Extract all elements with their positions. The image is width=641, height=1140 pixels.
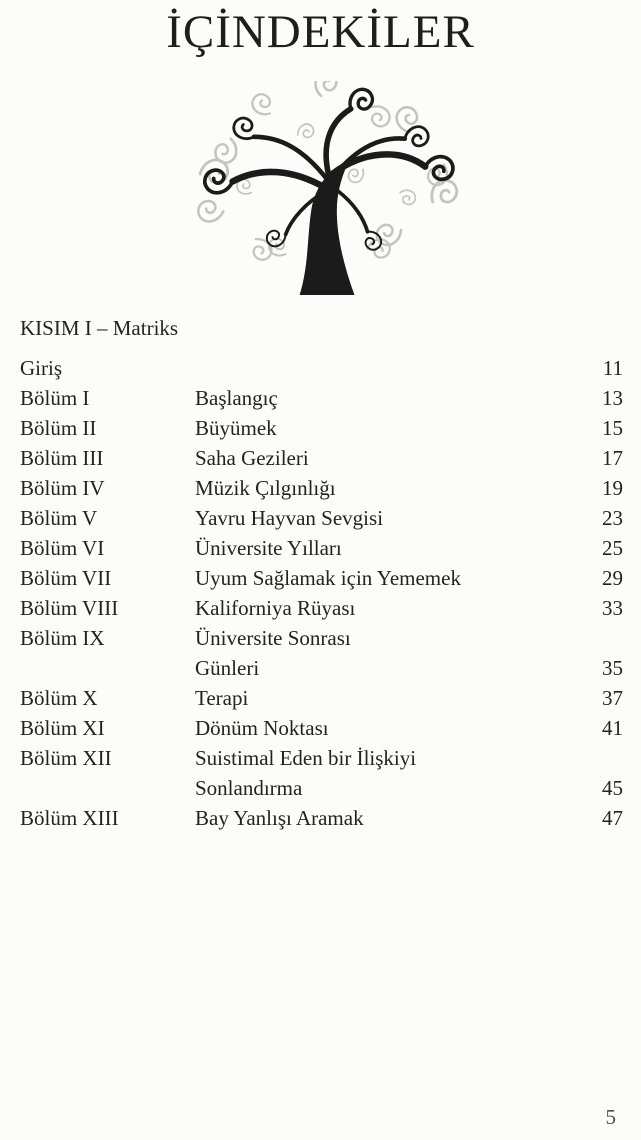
toc-title: Suistimal Eden bir İlişkiyi: [195, 746, 417, 771]
toc-chapter: Bölüm XI: [20, 716, 105, 741]
toc-section-header: KISIM I – Matriks: [20, 316, 179, 341]
toc-page-number: 11: [602, 356, 623, 381]
toc-title: Bay Yanlışı Aramak: [195, 806, 364, 831]
toc-title: Terapi: [195, 686, 249, 711]
toc-title: Dönüm Noktası: [195, 716, 329, 741]
tree-illustration: [171, 81, 471, 295]
toc-chapter: Bölüm IX: [20, 626, 105, 651]
toc-page-number: 23: [602, 506, 623, 531]
toc-title: Başlangıç: [195, 386, 278, 411]
toc-title: Müzik Çılgınlığı: [195, 476, 336, 501]
toc-row: [20, 803, 623, 833]
toc-row: [20, 773, 623, 803]
toc-chapter: Bölüm XII: [20, 746, 112, 771]
toc-row: [20, 383, 623, 413]
toc-page-number: 17: [602, 446, 623, 471]
toc-chapter: Bölüm VIII: [20, 596, 119, 621]
toc-title: Büyümek: [195, 416, 277, 441]
toc-page-number: 41: [602, 716, 623, 741]
toc-row: [20, 713, 623, 743]
toc-page-number: 33: [602, 596, 623, 621]
toc-title: Yavru Hayvan Sevgisi: [195, 506, 384, 531]
toc-row: [20, 443, 623, 473]
toc-chapter: Bölüm VI: [20, 536, 105, 561]
toc-chapter: Bölüm IV: [20, 476, 105, 501]
toc-title: Uyum Sağlamak için Yememek: [195, 566, 461, 591]
toc-row: [20, 593, 623, 623]
toc-page-number: 19: [602, 476, 623, 501]
toc-title: Sonlandırma: [195, 776, 303, 801]
toc-chapter: [20, 773, 195, 803]
toc-row: [20, 533, 623, 563]
toc-chapter: Bölüm X: [20, 686, 98, 711]
toc-chapter: Bölüm III: [20, 446, 104, 471]
toc-page-number: 25: [602, 536, 623, 561]
toc-row: [20, 563, 623, 593]
toc-chapter: Bölüm VII: [20, 566, 112, 591]
toc-page-number: 37: [602, 686, 623, 711]
table-of-contents: [0, 313, 641, 833]
folio-page-number: 5: [605, 1105, 616, 1129]
toc-title: Üniversite Sonrası: [195, 626, 351, 651]
toc-chapter: Bölüm II: [20, 416, 97, 441]
toc-chapter: [20, 653, 195, 683]
toc-row: [20, 413, 623, 443]
toc-title: Günleri: [195, 656, 260, 681]
toc-row: [20, 473, 623, 503]
page-title: İÇİNDEKİLER: [166, 6, 475, 58]
toc-page-number: 13: [602, 386, 623, 411]
toc-page-number: [571, 743, 623, 773]
toc-page-number: 45: [602, 776, 623, 801]
toc-row: [20, 653, 623, 683]
toc-row: [20, 683, 623, 713]
toc-page-number: 47: [602, 806, 623, 831]
toc-chapter: Bölüm XIII: [20, 806, 119, 831]
toc-title: Üniversite Yılları: [195, 536, 342, 561]
toc-page-number: [571, 623, 623, 653]
toc-row: [20, 743, 623, 773]
toc-chapter: Giriş: [20, 356, 62, 381]
toc-page-number: 15: [602, 416, 623, 441]
toc-title: Kaliforniya Rüyası: [195, 596, 356, 621]
toc-chapter: Bölüm I: [20, 386, 90, 411]
toc-row: [20, 353, 623, 383]
toc-row: [20, 623, 623, 653]
toc-page-number: 35: [602, 656, 623, 681]
swirl-tree-icon: [171, 81, 471, 295]
toc-row: [20, 503, 623, 533]
toc-chapter: Bölüm V: [20, 506, 98, 531]
toc-title: Saha Gezileri: [195, 446, 309, 471]
toc-page-number: 29: [602, 566, 623, 591]
toc-title: [195, 353, 571, 383]
